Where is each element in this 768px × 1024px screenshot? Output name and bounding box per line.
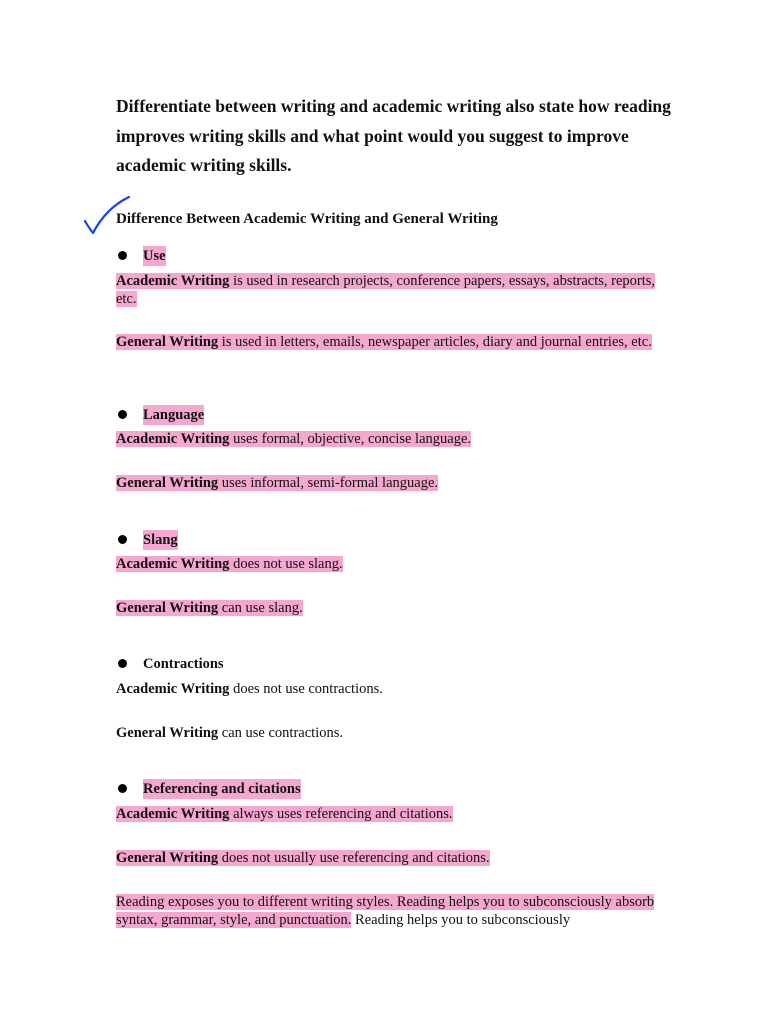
bullet-icon	[118, 535, 127, 544]
highlighted-text	[116, 600, 303, 616]
bullet-label: Contractions	[143, 656, 224, 672]
bullet-icon	[118, 251, 127, 260]
general-description: uses informal, semi-formal language.	[218, 475, 439, 491]
academic-referencing-paragraph	[116, 806, 656, 824]
highlighted-text	[116, 273, 655, 307]
highlighted-text	[116, 334, 652, 350]
general-term: General Writing	[116, 600, 219, 616]
general-referencing-paragraph	[116, 850, 656, 868]
academic-term: Academic Writing	[116, 431, 230, 447]
general-term: General Writing	[116, 475, 219, 491]
general-term: General Writing	[116, 725, 219, 741]
general-term: General Writing	[116, 850, 219, 866]
bullet-label: Use	[143, 248, 166, 264]
general-slang-paragraph	[116, 600, 656, 618]
highlighted-text: Reading exposes you to different writing styles. Reading helps you to subconsciously absorb syntax, grammar, style, and punctuation.	[116, 894, 655, 928]
academic-description: is used in research projects, conference papers, essays, abstracts, reports, etc.	[116, 273, 656, 307]
academic-contractions-paragraph	[116, 681, 656, 699]
bullet-label: Referencing and citations	[143, 781, 301, 797]
academic-term: Academic Writing	[116, 681, 230, 697]
paragraph-continuation: Reading helps you to subconsciously	[351, 911, 571, 928]
academic-description: does not use slang.	[229, 556, 343, 572]
general-use-paragraph	[116, 334, 656, 352]
bullet-icon	[118, 410, 127, 419]
general-description: is used in letters, emails, newspaper articles, diary and journal entries, etc.	[218, 334, 652, 350]
general-language-paragraph	[116, 475, 656, 493]
highlighted-text	[116, 806, 453, 822]
academic-use-paragraph	[116, 273, 656, 308]
bullet-icon	[118, 784, 127, 793]
bullet-label: Slang	[143, 532, 178, 548]
highlighted-text	[116, 850, 490, 866]
academic-term: Academic Writing	[116, 556, 230, 572]
highlighted-text	[116, 431, 471, 447]
highlighted-text	[116, 475, 438, 491]
bullet-label: Language	[143, 407, 205, 423]
section-heading: Difference Between Academic Writing and General Writing	[116, 211, 498, 227]
academic-language-paragraph	[116, 431, 656, 449]
general-description: can use slang.	[218, 600, 303, 616]
academic-slang-paragraph	[116, 556, 656, 574]
academic-description: uses formal, objective, concise language.	[229, 431, 472, 447]
question-title: Differentiate between writing and academic writing also state how reading improves writing skills and what point would you suggest to improve academic writing skills.	[116, 96, 671, 175]
academic-description: always uses referencing and citations.	[229, 806, 453, 822]
highlighted-text	[116, 556, 343, 572]
general-description: does not usually use referencing and citations.	[218, 850, 490, 866]
academic-term: Academic Writing	[116, 806, 230, 822]
general-contractions-paragraph	[116, 725, 656, 743]
bullet-icon	[118, 659, 127, 668]
reading-paragraph	[116, 894, 656, 929]
general-term: General Writing	[116, 334, 219, 350]
academic-term: Academic Writing	[116, 273, 230, 289]
general-description: can use contractions.	[218, 725, 343, 741]
academic-description: does not use contractions.	[229, 681, 383, 697]
